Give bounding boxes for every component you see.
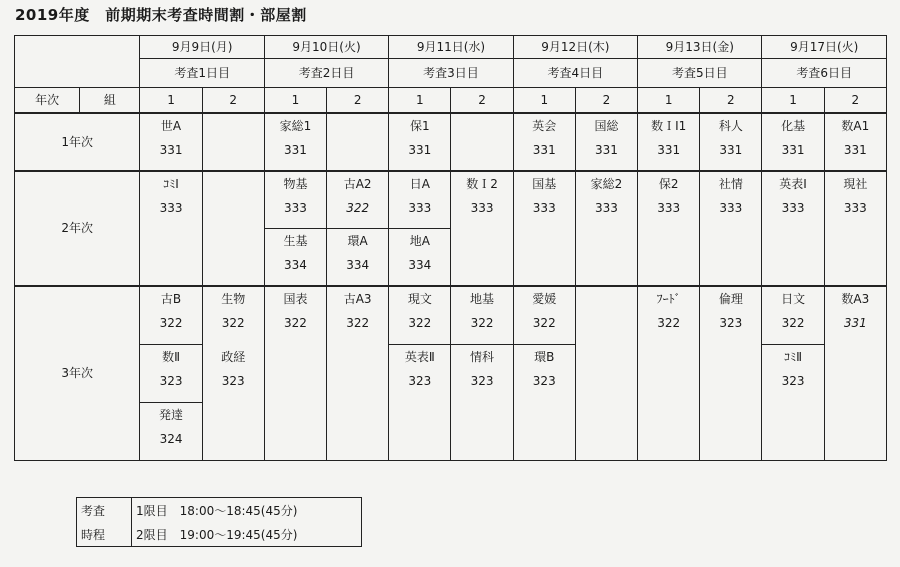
exam-cell [513, 345, 575, 461]
exam-cell [140, 171, 202, 286]
subject: 古A2 [343, 177, 372, 191]
subject: 古A3 [343, 292, 372, 306]
exam-schedule-table [14, 35, 887, 461]
day-label: 考査4日目 [513, 59, 637, 88]
room: 331 [408, 143, 432, 158]
subject: 現文 [407, 292, 432, 306]
exam-cell [513, 113, 575, 171]
room: 323 [719, 316, 743, 331]
subject: 家総1 [279, 119, 312, 133]
exam-cell [389, 229, 451, 287]
exam-time-schedule [76, 497, 362, 547]
grade-label: 1年次 [15, 113, 140, 171]
empty-cell [575, 286, 637, 461]
room: 331 [283, 143, 307, 158]
day-date: 9月11日(水) [389, 36, 513, 59]
time-label: 時程 [77, 522, 132, 547]
room: 322 [159, 316, 183, 331]
room: 333 [719, 201, 743, 216]
time-label: 考査 [77, 498, 132, 523]
exam-cell [451, 171, 513, 286]
subject: 発達 [159, 408, 184, 422]
exam-cell [327, 229, 389, 287]
room: 333 [781, 201, 805, 216]
room: 333 [595, 201, 618, 216]
subject: 国表 [283, 292, 308, 306]
room: 333 [283, 201, 307, 216]
day-date: 9月12日(木) [513, 36, 637, 59]
exam-cell [389, 286, 451, 345]
exam-cell [762, 113, 824, 171]
period-header: 1 [638, 88, 700, 114]
empty-cell [451, 113, 513, 171]
exam-cell [700, 286, 762, 461]
day-label: 考査5日目 [638, 59, 762, 88]
exam-cell [575, 171, 637, 286]
subject: 科人 [718, 119, 743, 133]
exam-cell [202, 345, 264, 461]
period-header: 2 [202, 88, 264, 114]
grade-label: 2年次 [15, 171, 140, 286]
room: 323 [470, 374, 494, 389]
subject: 保1 [410, 119, 430, 133]
room: 334 [346, 258, 370, 273]
room: 322 [346, 201, 370, 216]
exam-cell [451, 345, 513, 461]
subject: 保2 [658, 177, 679, 191]
exam-cell [700, 171, 762, 286]
subject: 数ＩⅠ1 [651, 119, 687, 133]
exam-cell [824, 171, 886, 286]
room: 323 [408, 374, 432, 389]
empty-cell [327, 113, 389, 171]
exam-cell [327, 286, 389, 461]
room: 323 [159, 374, 183, 389]
room: 331 [532, 143, 556, 158]
exam-cell [264, 171, 326, 229]
corner-cell [15, 36, 140, 88]
subject: 家総2 [590, 177, 623, 191]
room: 331 [657, 143, 681, 158]
room: 322 [470, 316, 494, 331]
subject: 情科 [470, 350, 495, 364]
subject: ｺﾐⅠ [163, 177, 179, 191]
empty-cell [202, 113, 264, 171]
room: 333 [159, 201, 183, 216]
period-header: 2 [451, 88, 513, 114]
period-header: 1 [762, 88, 824, 114]
exam-cell [140, 345, 202, 403]
room: 331 [595, 143, 618, 158]
subject: ﾌｰﾄﾞ [656, 292, 681, 306]
subject: 英会 [532, 119, 557, 133]
room: 322 [283, 316, 307, 331]
room: 331 [719, 143, 743, 158]
subject: ｺﾐⅡ [784, 350, 803, 364]
exam-cell [389, 171, 451, 229]
period-header: 2 [700, 88, 762, 114]
exam-cell [762, 171, 824, 286]
subject: 地基 [470, 292, 495, 306]
subject: 政経 [221, 349, 246, 364]
day-label: 考査3日目 [389, 59, 513, 88]
exam-cell [762, 345, 824, 461]
period-header: 2 [575, 88, 637, 114]
subject: 英表Ⅱ [404, 350, 435, 364]
room: 334 [283, 258, 307, 273]
subject: 愛媛 [532, 292, 557, 306]
exam-cell [389, 345, 451, 461]
grade-header: 年次 [15, 88, 80, 114]
room: 333 [470, 201, 494, 216]
room: 324 [159, 432, 183, 447]
day-date: 9月10日(火) [264, 36, 388, 59]
period-1-time: 1限目 18:00～18:45(45分) [132, 498, 362, 523]
exam-cell [824, 113, 886, 171]
exam-cell [824, 286, 886, 461]
exam-cell [513, 171, 575, 286]
grade-label: 3年次 [15, 286, 140, 461]
exam-cell [389, 113, 451, 171]
period-header: 1 [140, 88, 202, 114]
subject: 社情 [718, 177, 743, 191]
subject: 数Ｉ2 [466, 177, 498, 191]
room: 322 [657, 316, 681, 331]
period-header: 1 [389, 88, 451, 114]
subject: 地A [409, 234, 430, 248]
subject: 日A [409, 177, 430, 191]
room: 333 [532, 201, 556, 216]
room: 331 [159, 143, 183, 158]
exam-cell [264, 286, 326, 461]
day-label: 考査1日目 [140, 59, 264, 88]
subject: 数Ⅱ [162, 350, 180, 364]
room: 333 [657, 201, 681, 216]
subject: 古B [160, 292, 182, 306]
room: 322 [408, 316, 432, 331]
room: 322 [532, 316, 556, 331]
day-date: 9月9日(月) [140, 36, 264, 59]
room: 323 [532, 374, 556, 389]
subject: 国総 [594, 119, 619, 133]
period-2-time: 2限目 19:00～19:45(45分) [132, 522, 362, 547]
exam-cell [638, 286, 700, 461]
subject: 倫理 [718, 292, 743, 306]
room: 323 [781, 374, 805, 389]
exam-cell [638, 113, 700, 171]
empty-cell [202, 171, 264, 286]
subject: 現社 [843, 177, 868, 191]
exam-cell [202, 286, 264, 345]
room: 331 [843, 143, 867, 158]
exam-cell [451, 286, 513, 345]
exam-cell [638, 171, 700, 286]
day-label: 考査2日目 [264, 59, 388, 88]
subject: 物基 [283, 177, 308, 191]
exam-cell [327, 171, 389, 229]
exam-cell [264, 113, 326, 171]
room: 331 [843, 316, 867, 331]
exam-cell [140, 113, 202, 171]
subject: 数A1 [841, 119, 870, 133]
day-date: 9月13日(金) [638, 36, 762, 59]
day-label: 考査6日目 [762, 59, 887, 88]
period-header: 1 [264, 88, 326, 114]
exam-cell [700, 113, 762, 171]
exam-cell [762, 286, 824, 345]
page-title: 2019年度 前期期末考査時間割・部屋割 [15, 6, 307, 24]
exam-cell [140, 403, 202, 461]
subject: 環A [347, 234, 368, 248]
room: 323 [221, 373, 245, 388]
subject: 化基 [781, 119, 806, 133]
day-date: 9月17日(火) [762, 36, 887, 59]
room: 331 [781, 143, 805, 158]
subject: 生物 [221, 292, 246, 306]
subject: 日文 [781, 292, 806, 306]
exam-cell [140, 286, 202, 345]
exam-cell [513, 286, 575, 345]
subject: 英表Ⅰ [779, 177, 807, 191]
class-header: 組 [80, 88, 140, 114]
room: 322 [221, 316, 245, 331]
room: 322 [781, 316, 805, 331]
room: 333 [408, 201, 432, 216]
room: 322 [346, 316, 370, 331]
subject: 世A [160, 119, 182, 133]
period-header: 2 [327, 88, 389, 114]
subject: 環B [534, 350, 555, 364]
room: 334 [408, 258, 432, 273]
exam-cell [575, 113, 637, 171]
exam-cell [264, 229, 326, 287]
subject: 生基 [283, 234, 308, 248]
subject: 国基 [532, 177, 557, 191]
period-header: 1 [513, 88, 575, 114]
room: 333 [843, 201, 867, 216]
period-header: 2 [824, 88, 886, 114]
subject: 数A3 [841, 292, 870, 306]
